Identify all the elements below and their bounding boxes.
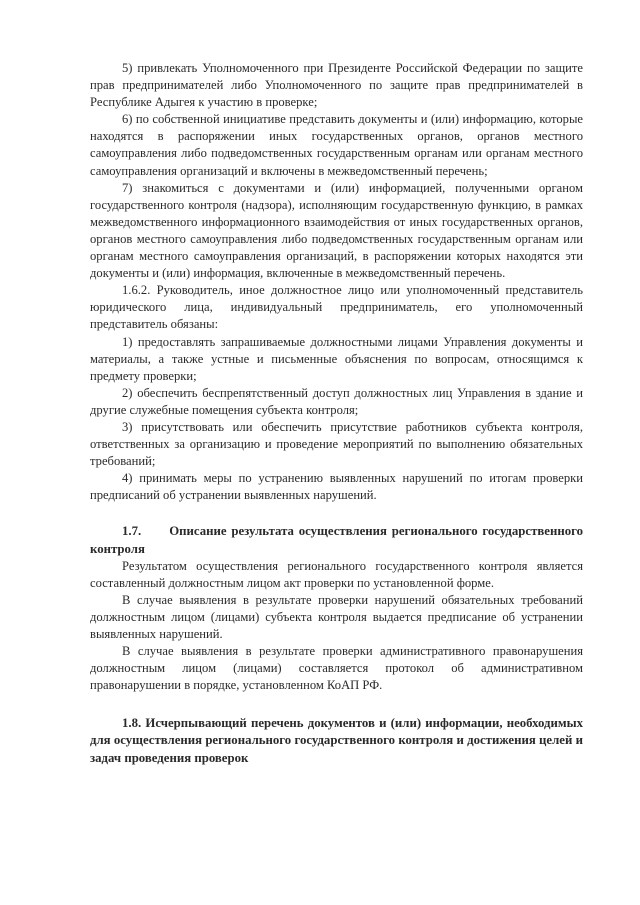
spacer — [90, 694, 583, 715]
paragraph-1-6-2: 1.6.2. Руководитель, иное должностное лицо или уполномоченный представитель юридического лица, индивидуальный предприниматель, его уполномоченный представитель обязаны: — [90, 283, 583, 332]
paragraph-item-6: 6) по собственной инициативе представить документы и (или) информацию, которые находятся в распоряжении иных государственных органов, органов местного самоуправления либо подведомственных государственным органам или органам местного самоуправления организаций и включены в межведомственный перечень; — [90, 112, 583, 178]
paragraph-duty-3: 3) присутствовать или обеспечить присутствие работников субъекта контроля, ответственных за организацию и проведение мероприятий по выполнению обязательных требований; — [90, 419, 583, 469]
section-heading-1-8: 1.8. Исчерпывающий перечень документов и (или) информации, необходимых для осуществления регионального государственного контроля и достижения целей и задач проведения проверок — [90, 716, 583, 765]
paragraph-duty-1: 1) предоставлять запрашиваемые должностными лицами Управления документы и материалы, а также устные и письменные объяснения по вопросам, относящимся к предмету проверки; — [90, 334, 583, 383]
result-paragraph-2: В случае выявления в результате проверки нарушений обязательных требований должностным лицом (лицами) субъекта контроля выдается предписание об устранении выявленных нарушений. — [90, 592, 583, 641]
result-paragraph-1: Результатом осуществления регионального государственного контроля является составленный должностным лицом акт проверки по установленной форме. — [90, 558, 583, 590]
paragraph-duty-4: 4) принимать меры по устранению выявленных нарушений по итогам проверки предписаний об устранении выявленных нарушений. — [90, 471, 583, 503]
spacer — [90, 504, 583, 523]
result-paragraph-3: В случае выявления в результате проверки административного правонарушения должностным лицом (лицами) составляется протокол об административном правонарушении в порядке, установленном КоАП РФ. — [90, 644, 583, 693]
paragraph-duty-2: 2) обеспечить беспрепятственный доступ должностных лиц Управления в здание и другие служебные помещения субъекта контроля; — [90, 385, 583, 417]
section-title: Описание результата осуществления регионального государственного контроля — [90, 524, 583, 556]
paragraph-item-5: 5) привлекать Уполномоченного при Президенте Российской Федерации по защите прав предпринимателей либо Уполномоченного по защите прав предпринимателей в Республике Адыгея к участию в проверке; — [90, 61, 583, 110]
paragraph-item-7: 7) знакомиться с документами и (или) информацией, полученными органом государственного контроля (надзора), исполняющим государственную функцию, в рамках межведомственного информационного взаимодействия от иных государственных органов, органов местного самоуправления либо подведомственных государственным органам или органам местного самоуправления организаций, в распоряжении которых находятся эти документы и (или) информация, включенные в межведомственный перечень. — [90, 180, 583, 281]
section-heading-1-7 — [90, 523, 583, 557]
section-number: 1.7. — [122, 524, 142, 539]
